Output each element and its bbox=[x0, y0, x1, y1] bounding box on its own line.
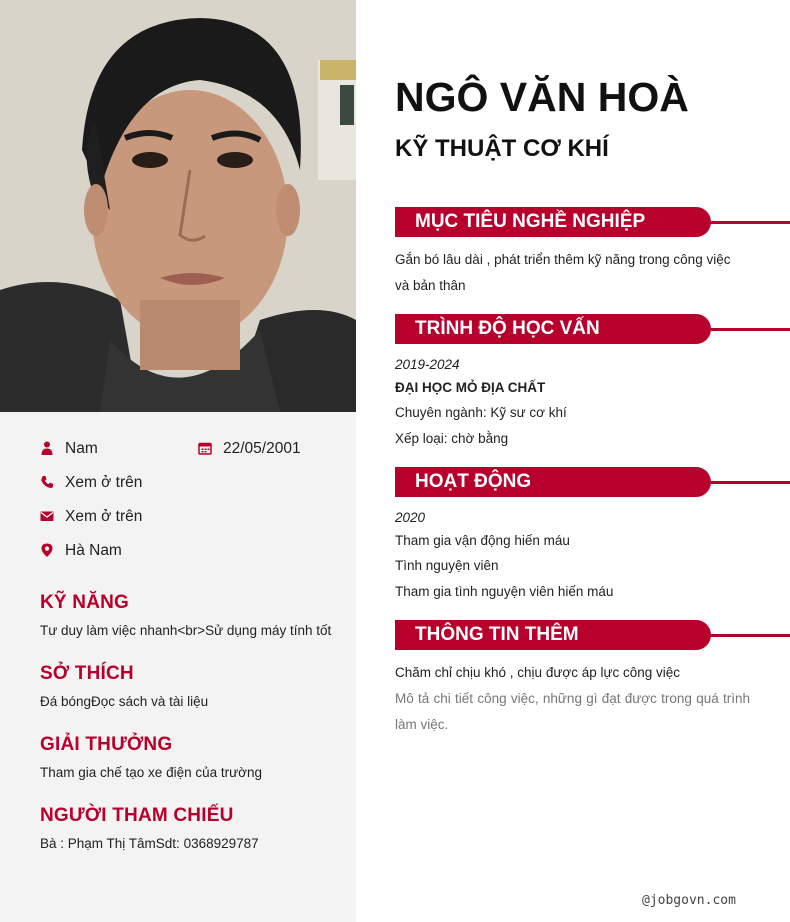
extra-placeholder: Mô tả chi tiết công việc, những gì đạt được trong quá trình làm việc. bbox=[395, 691, 750, 732]
skills-text: Tư duy làm việc nhanh<br>Sử dụng máy tính tốt bbox=[40, 623, 332, 638]
objective-section-header bbox=[395, 207, 790, 239]
references-text: Bà : Phạm Thị TâmSdt: 0368929787 bbox=[40, 836, 259, 851]
activity-item: Tình nguyện viên bbox=[395, 558, 499, 573]
activities-heading: HOẠT ĐỘNG bbox=[415, 471, 532, 492]
full-name: NGÔ VĂN HOÀ bbox=[395, 74, 689, 120]
awards-heading: GIẢI THƯỞNG bbox=[40, 734, 173, 755]
awards-text: Tham gia chế tạo xe điện của trường bbox=[40, 765, 263, 780]
activities-year: 2020 bbox=[395, 510, 426, 525]
education-major: Chuyên ngành: Kỹ sư cơ khí bbox=[395, 405, 567, 420]
address-value: Hà Nam bbox=[65, 542, 122, 559]
education-school: ĐẠI HỌC MỎ ĐỊA CHẤT bbox=[395, 380, 546, 395]
job-title: KỸ THUẬT CƠ KHÍ bbox=[395, 135, 609, 162]
email-value: Xem ở trên bbox=[65, 508, 143, 525]
education-period: 2019-2024 bbox=[395, 357, 460, 372]
objective-line1: Gắn bó lâu dài , phát triển thêm kỹ năng trong công việc bbox=[395, 252, 731, 267]
phone-value: Xem ở trên bbox=[65, 474, 143, 491]
objective-line2: và bản thân bbox=[395, 278, 466, 293]
mail-icon bbox=[40, 509, 54, 523]
extra-heading: THÔNG TIN THÊM bbox=[415, 624, 579, 645]
footer-watermark: @jobgovn.com bbox=[642, 893, 736, 908]
references-heading: NGƯỜI THAM CHIẾU bbox=[40, 805, 234, 826]
activity-item: Tham gia vận động hiến máu bbox=[395, 533, 570, 548]
calendar-icon bbox=[198, 441, 212, 455]
activities-section-header bbox=[395, 467, 790, 499]
person-icon bbox=[40, 441, 54, 455]
extra-section-header bbox=[395, 620, 790, 652]
education-rank: Xếp loại: chờ bằng bbox=[395, 431, 509, 446]
phone-icon bbox=[40, 475, 54, 489]
location-pin-icon bbox=[40, 543, 54, 557]
dob-value: 22/05/2001 bbox=[223, 440, 301, 457]
hobbies-text: Đá bóngĐọc sách và tài liệu bbox=[40, 694, 209, 709]
gender-value: Nam bbox=[65, 440, 98, 457]
hobbies-heading: SỞ THÍCH bbox=[40, 663, 134, 684]
activity-item: Tham gia tình nguyện viên hiến máu bbox=[395, 584, 614, 599]
education-heading: TRÌNH ĐỘ HỌC VẤN bbox=[415, 318, 600, 339]
skills-heading: KỸ NĂNG bbox=[40, 592, 130, 613]
portrait-photo bbox=[0, 0, 356, 412]
extra-line1: Chăm chỉ chịu khó , chịu được áp lực công việc bbox=[395, 665, 681, 680]
education-section-header bbox=[395, 314, 790, 346]
objective-heading: MỤC TIÊU NGHỀ NGHIỆP bbox=[415, 211, 646, 232]
